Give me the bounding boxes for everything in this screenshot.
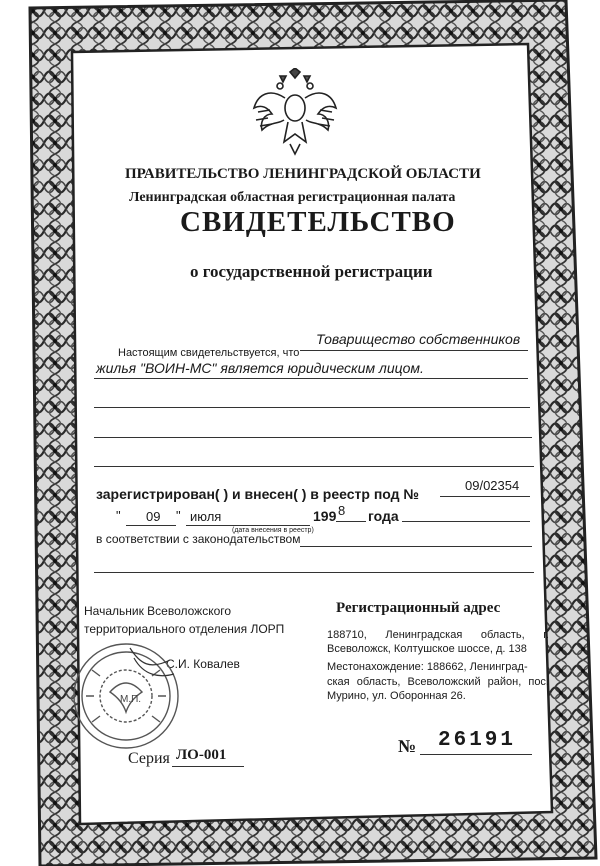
date-blank-underline (402, 521, 530, 522)
series-value: ЛО-001 (176, 747, 227, 763)
certify-prefix: Настоящим свидетельствуется, что (118, 347, 300, 359)
blank-line-3 (94, 437, 532, 438)
registration-address: 188710, Ленинградская область, г. Всеволожск, Колтушское шоссе, д. 138 (327, 629, 549, 655)
registration-day: 09 (146, 509, 161, 524)
year-underline (336, 521, 366, 522)
registry-number: 09/02354 (465, 478, 520, 493)
certificate-number: 26191 (438, 729, 517, 752)
entity-name-line2: жилья "ВОИН-МС" является юридическим лицом. (96, 360, 424, 376)
law-underline (300, 546, 532, 547)
location-address: ская область, Всеволожский район, пос. Мурино, ул. Оборонная 26. (327, 676, 549, 702)
blank-line-5 (94, 572, 534, 573)
date-quote-close: " (176, 508, 181, 523)
document-title: СВИДЕТЕЛЬСТВО (180, 206, 456, 238)
coat-of-arms-emblem (250, 68, 340, 156)
entity-name-line1: Товарищество собственников (316, 331, 521, 347)
series-label: Серия (128, 750, 170, 767)
day-underline (126, 525, 176, 526)
document-subtitle: о государственной регистрации (190, 262, 433, 281)
position-line1: Начальник Всеволожского (84, 604, 232, 618)
stamp-label: М.П. (120, 694, 142, 705)
blank-line-1 (94, 378, 528, 379)
registered-statement: зарегистрирован( ) и внесен( ) в реестр под № (96, 486, 420, 502)
year-digit: 8 (338, 503, 346, 518)
signatory-name: С.И. Ковалев (166, 657, 240, 671)
law-reference: в соответствии с законодательством (96, 532, 301, 546)
registration-month: июля (190, 509, 222, 524)
month-underline (186, 525, 310, 526)
number-label: № (398, 736, 417, 756)
registry-number-underline (440, 496, 530, 497)
date-quote-open: " (116, 508, 121, 523)
position-line2: территориального отделения ЛОРП (84, 622, 285, 636)
blank-line-4 (94, 466, 534, 467)
government-heading: ПРАВИТЕЛЬСТВО ЛЕНИНГРАДСКОЙ ОБЛАСТИ (125, 166, 481, 182)
entity-underline-1 (300, 350, 528, 351)
date-hint: (дата внесения в реестр) (232, 527, 314, 534)
series-underline (172, 766, 244, 767)
year-prefix: 199 (313, 508, 337, 524)
address-title: Регистрационный адрес (336, 600, 501, 616)
year-suffix: года (368, 508, 399, 524)
number-underline (420, 754, 532, 755)
chamber-heading: Ленинградская областная регистрационная палата (129, 190, 456, 205)
location-label: Местонахождение: 188662, Ленинград- (327, 661, 528, 673)
blank-line-2 (94, 407, 530, 408)
